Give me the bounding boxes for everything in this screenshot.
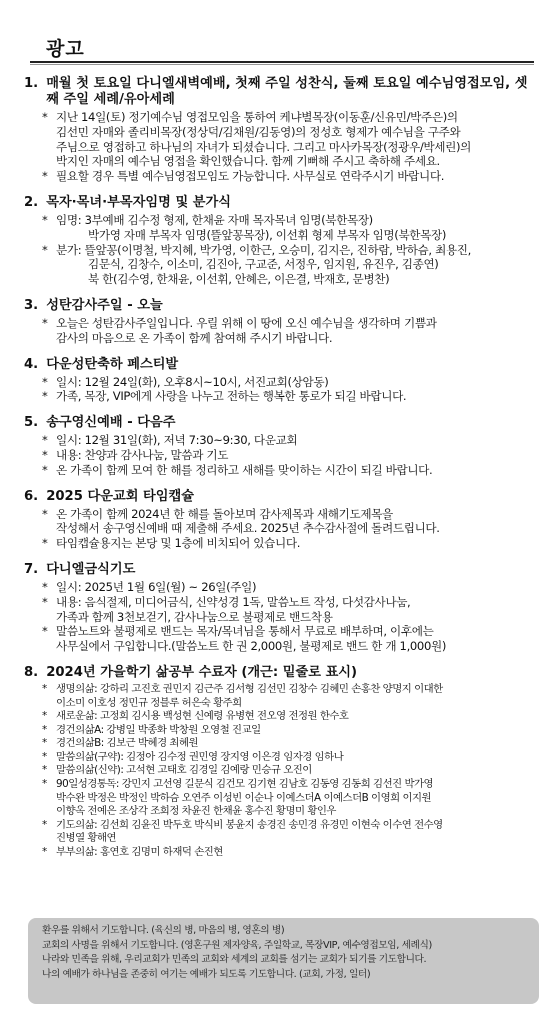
- item-line: * 90일성경통독: 강민지 고선영 길문식 김건모 김기현 김남호 김동영 김동희 김선진 박가영: [56, 778, 434, 791]
- announcement-section: [24, 665, 536, 860]
- announcement-item: [24, 389, 536, 404]
- announcement-section: [24, 195, 536, 287]
- section-number: 7.: [24, 561, 39, 577]
- announcement-item: [24, 737, 536, 751]
- announcement-section: [24, 298, 536, 346]
- announcement-section: [24, 415, 536, 477]
- announcement-section: [24, 357, 536, 405]
- section-number: 6.: [24, 488, 39, 504]
- item-line: 북 한(김수영, 한채윤, 이선휘, 안혜은, 이은결, 박재호, 문병찬): [88, 272, 390, 287]
- prayer-line: 교회의 사명을 위해서 기도합니다. (영혼구원 제자양육, 주일학교, 목장VIP, 예수영접모임, 세례식): [42, 939, 432, 951]
- announcement-item: [24, 764, 536, 778]
- announcement-section: [24, 489, 536, 551]
- section-heading: [24, 298, 536, 314]
- section-number: 3.: [24, 297, 39, 313]
- section-items: [24, 316, 536, 346]
- announcement-item: [24, 595, 536, 625]
- item-line: 이소미 이호성 정민규 정블루 허은숙 황주희: [56, 696, 242, 709]
- section-heading: [24, 76, 536, 108]
- item-line: * 내용: 음식절제, 미디어금식, 신약성경 1독, 말씀노트 작성, 다섯감사나눔,: [56, 594, 411, 609]
- announcement-section: [24, 562, 536, 654]
- section-heading: [24, 357, 536, 373]
- section-items: [24, 110, 536, 184]
- announcement-item: [24, 448, 536, 463]
- page-title: 광고: [46, 38, 85, 60]
- item-line: * 지난 14일(토) 정기예수님 영접모임을 통하여 케냐별목장(이동훈/신유민/박주은)의: [56, 110, 458, 124]
- section-items: [24, 507, 536, 551]
- section-heading: [24, 195, 536, 211]
- title-divider: [30, 61, 534, 63]
- section-heading: [24, 562, 536, 578]
- section-title: 2024년 가을학기 삶공부 수료자 (개근: 밑줄로 표시): [46, 664, 358, 680]
- item-line: * 말씀의삶(구약): 김정아 김수정 권민영 장지영 이은경 임자경 임하나: [56, 750, 344, 763]
- announcement-item: [24, 536, 536, 551]
- item-line: 박수완 박정은 박정인 박하슴 오연주 이성빈 이순나 이예스더A 이예스더B 이영희 이지원: [56, 791, 432, 804]
- item-line: * 경건의삶B: 김보근 박혜경 최혜원: [56, 737, 199, 750]
- announcement-item: [24, 819, 536, 846]
- item-line: 이향옥 전예은 조상각 조희정 차윤진 한채윤 홍수진 황명미 황인우: [56, 805, 336, 818]
- section-number: 4.: [24, 356, 39, 372]
- announcement-item: [24, 624, 536, 654]
- item-line: * 오늘은 성탄감사주일입니다. 우릴 위해 이 땅에 오신 예수님을 생각하며 기쁨과: [56, 315, 437, 330]
- section-heading: [24, 415, 536, 431]
- item-line: 가족과 함께 3천보걷기, 감사나눔으로 불평제로 밴드착용: [56, 609, 333, 624]
- section-heading: [24, 665, 536, 681]
- item-line: * 경건의삶A: 강병일 박종화 박창원 오영철 진교일: [56, 723, 261, 736]
- item-line: 박지인 자매의 예수님 영접을 확인했습니다. 함께 기뻐해 주시고 축하해 주세요.: [56, 154, 440, 169]
- section-title: 매월 첫 토요일 다니엘새벽예배, 첫째 주일 성찬식, 둘째 토요일 예수님영접모임, 셋째 주일 세례/유아세례: [46, 76, 528, 107]
- announcement-item: [24, 778, 536, 819]
- announcement-item: [24, 375, 536, 390]
- section-number: 2.: [24, 194, 39, 210]
- item-line: * 말씀노트와 불평제로 밴드는 목자/목녀님을 통해서 무료로 배부하며, 이후에는: [56, 624, 434, 639]
- announcement-item: [24, 846, 536, 860]
- item-line: * 내용: 찬양과 감사나눔, 말씀과 기도: [56, 447, 229, 462]
- prayer-line: 나의 예배가 하나님을 존중히 여기는 예배가 되도록 기도합니다. (교회, 가정, 일터): [42, 968, 371, 980]
- section-items: [24, 580, 536, 654]
- item-line: 작성해서 송구영신예배 때 제출해 주세요. 2025년 추수감사절에 돌려드립니다.: [56, 521, 440, 536]
- announcement-item: [24, 243, 536, 287]
- item-line: * 부부의삶: 홍연호 김명미 하재덕 손진현: [56, 846, 223, 859]
- announcement-item: [24, 433, 536, 448]
- section-number: 8.: [24, 664, 39, 680]
- prayer-line: 환우를 위해서 기도합니다. (육신의 병, 마음의 병, 영혼의 병): [42, 925, 285, 936]
- section-items: [24, 375, 536, 405]
- announcement-item: [24, 683, 536, 710]
- announcement-item: [24, 751, 536, 765]
- section-number: 1.: [24, 76, 39, 91]
- item-line: * 말씀의삶(신약): 고석현 고태호 김경일 김예랑 민승규 오진이: [56, 764, 312, 777]
- section-title: 다운성탄축하 페스티발: [46, 356, 179, 372]
- item-line: * 온 가족이 함께 모여 한 해를 정리하고 새해를 맞이하는 시간이 되길 바랍니다.: [56, 462, 433, 477]
- section-items: [24, 433, 536, 477]
- item-line: 김선민 자매와 졸리비목장(정상덕/김채원/김동영)의 정성호 형제가 예수님을 구주와: [56, 124, 461, 139]
- item-line: * 가족, 목장, VIP에게 사랑을 나누고 전하는 행복한 통로가 되길 바랍니다.: [56, 389, 407, 404]
- section-title: 목자·목녀·부목자임명 및 분가식: [46, 194, 231, 210]
- section-items: [24, 683, 536, 860]
- section-title: 2025 다운교회 타임캡슐: [46, 488, 194, 504]
- item-line: * 임명: 3부예배 김수정 형제, 한채윤 자매 목자목녀 임명(북한목장): [56, 212, 373, 227]
- announcement-list: [24, 76, 536, 871]
- section-heading: [24, 489, 536, 505]
- section-title: 성탄감사주일 - 오늘: [46, 297, 163, 313]
- announcement-item: [24, 463, 536, 478]
- item-line: * 일시: 2025년 1월 6일(월) ~ 26일(주일): [56, 579, 257, 594]
- item-line: 박가영 자매 부목자 임명(뜰앞꽁목장), 이선휘 형제 부목자 임명(북한목장): [88, 227, 447, 242]
- item-line: * 타임캡슐용지는 본당 및 1층에 비치되어 있습니다.: [56, 536, 301, 551]
- section-items: [24, 213, 536, 287]
- section-title: 송구영신예배 - 다음주: [46, 415, 176, 431]
- item-line: * 일시: 12월 31일(화), 저녁 7:30~9:30, 다운교회: [56, 433, 298, 448]
- item-line: * 필요할 경우 특별 예수님영접모임도 가능합니다. 사무실로 연락주시기 바랍니다.: [56, 169, 445, 184]
- item-line: 주님으로 영접하고 하나님의 자녀가 되셨습니다. 그리고 마사카목장(정광우/박세린)의: [56, 139, 471, 154]
- item-line: 감사의 마음으로 온 가족이 함께 참여해 주시기 바랍니다.: [56, 330, 333, 345]
- section-number: 5.: [24, 415, 39, 431]
- announcement-item: [24, 213, 536, 243]
- prayer-requests-box: [28, 918, 539, 1004]
- announcement-item: [24, 169, 536, 184]
- item-line: 진병열 황해연: [56, 832, 117, 845]
- item-line: * 생명의삶: 강하리 고진호 권민지 김근주 김서형 김선민 김창수 김혜민 손홍찬 양명지 이대한: [56, 682, 443, 695]
- item-line: 김문식, 김창수, 이소미, 김진아, 구교준, 서정우, 임지원, 유진우, 김종연): [88, 257, 439, 272]
- announcement-item: [24, 110, 536, 169]
- item-line: * 기도의삶: 김선희 김윤진 박두호 박식비 봉윤지 송경진 송민경 유경민 이현숙 이수연 전수영: [56, 818, 443, 831]
- title-divider-thin: [30, 64, 534, 65]
- item-line: 사무실에서 구입합니다.(말씀노트 한 권 2,000원, 불평제로 밴드 한 개 1,000원): [56, 639, 447, 654]
- section-title: 다니엘금식기도: [46, 561, 136, 577]
- announcement-item: [24, 724, 536, 738]
- item-line: * 온 가족이 함께 2024년 한 해를 돌아보며 감사제목과 새해기도제목을: [56, 506, 393, 521]
- announcement-item: [24, 507, 536, 537]
- announcement-item: [24, 710, 536, 724]
- item-line: * 분가: 뜰앞꽁(이명철, 박지혜, 박가영, 이한근, 오승미, 김지은, 진하람, 박하슴, 최용진,: [56, 242, 471, 257]
- item-line: * 일시: 12월 24일(화), 오후8시~10시, 서진교회(상암동): [56, 374, 329, 389]
- announcement-section: [24, 76, 536, 184]
- prayer-line: 나라와 민족을 위해, 우리교회가 민족의 교회와 세계의 교회를 섬기는 교회가 되기를 기도합니다.: [42, 954, 427, 965]
- announcement-item: [24, 580, 536, 595]
- item-line: * 새로운삶: 고정희 김시용 백성현 신예령 유병현 전오영 전정원 한수호: [56, 710, 349, 723]
- announcement-item: [24, 316, 536, 346]
